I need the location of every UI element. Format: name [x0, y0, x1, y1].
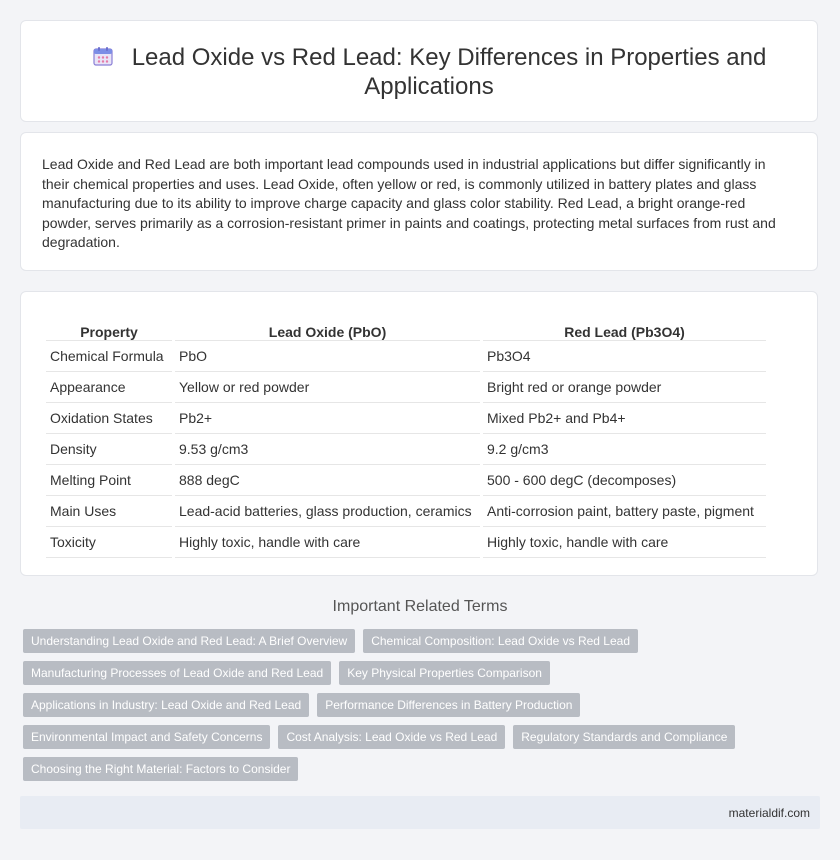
header-red-lead: Red Lead (Pb3O4) — [483, 316, 766, 341]
table-row — [46, 341, 766, 372]
cell-property: Density — [46, 434, 172, 465]
related-terms-title: Important Related Terms — [332, 598, 508, 615]
table-row — [46, 465, 766, 496]
cell-red-lead: 500 - 600 degC (decomposes) — [483, 465, 766, 496]
cell-red-lead: Mixed Pb2+ and Pb4+ — [483, 403, 766, 434]
table-row — [46, 372, 766, 403]
related-term-link[interactable]: Environmental Impact and Safety Concerns — [23, 725, 270, 749]
header-property: Property — [46, 316, 172, 341]
table-row — [46, 403, 766, 434]
related-term-link[interactable]: Regulatory Standards and Compliance — [513, 725, 735, 749]
cell-red-lead: Highly toxic, handle with care — [483, 527, 766, 558]
cell-lead-oxide: Yellow or red powder — [175, 372, 480, 403]
footer — [20, 796, 820, 829]
cell-property: Main Uses — [46, 496, 172, 527]
cell-property: Chemical Formula — [46, 341, 172, 372]
related-term-link[interactable]: Understanding Lead Oxide and Red Lead: A Brief Overview — [23, 629, 355, 653]
header-card — [20, 20, 818, 122]
cell-lead-oxide: 9.53 g/cm3 — [175, 434, 480, 465]
related-term-link[interactable]: Performance Differences in Battery Production — [317, 693, 580, 717]
cell-red-lead: Pb3O4 — [483, 341, 766, 372]
table-row — [46, 527, 766, 558]
header-lead-oxide: Lead Oxide (PbO) — [175, 316, 480, 341]
cell-property: Toxicity — [46, 527, 172, 558]
cell-lead-oxide: Highly toxic, handle with care — [175, 527, 480, 558]
related-term-link[interactable]: Applications in Industry: Lead Oxide and Red Lead — [23, 693, 309, 717]
cell-property: Melting Point — [46, 465, 172, 496]
tag-row — [23, 757, 783, 781]
intro-text: Lead Oxide and Red Lead are both important lead compounds used in industrial applications but differ significantly in their chemical properties and uses. Lead Oxide, often yellow or red, is commonly utilized in battery plates and glass manufacturing due to its ability to improve charge capacity and glass color stability. Red Lead, a bright orange-red powder, serves primarily as a corrosion-resistant primer in paints and coatings, protecting metal surfaces from rust and degradation. — [42, 156, 776, 250]
cell-property: Appearance — [46, 372, 172, 403]
tag-row — [23, 693, 783, 717]
related-term-link[interactable]: Chemical Composition: Lead Oxide vs Red Lead — [363, 629, 638, 653]
comparison-card — [20, 291, 818, 576]
cell-lead-oxide: PbO — [175, 341, 480, 372]
tag-row — [23, 629, 783, 653]
related-terms — [23, 629, 783, 789]
footer-site-name[interactable]: materialdif.com — [728, 806, 810, 820]
cell-lead-oxide: Pb2+ — [175, 403, 480, 434]
page-title — [81, 43, 777, 101]
cell-red-lead: 9.2 g/cm3 — [483, 434, 766, 465]
comparison-table — [43, 316, 769, 558]
table-header-row — [46, 316, 766, 341]
table-row — [46, 434, 766, 465]
cell-property: Oxidation States — [46, 403, 172, 434]
related-term-link[interactable]: Cost Analysis: Lead Oxide vs Red Lead — [278, 725, 505, 749]
tag-row — [23, 725, 783, 749]
tag-row — [23, 661, 783, 685]
intro-card — [20, 132, 818, 271]
cell-red-lead: Anti-corrosion paint, battery paste, pigment — [483, 496, 766, 527]
related-term-link[interactable]: Choosing the Right Material: Factors to Consider — [23, 757, 298, 781]
cell-lead-oxide: 888 degC — [175, 465, 480, 496]
cell-lead-oxide: Lead-acid batteries, glass production, ceramics — [175, 496, 480, 527]
calendar-icon — [92, 45, 114, 67]
related-term-link[interactable]: Manufacturing Processes of Lead Oxide and Red Lead — [23, 661, 331, 685]
related-term-link[interactable]: Key Physical Properties Comparison — [339, 661, 550, 685]
page-title-text: Lead Oxide vs Red Lead: Key Differences in Properties and Applications — [131, 44, 767, 100]
table-row — [46, 496, 766, 527]
cell-red-lead: Bright red or orange powder — [483, 372, 766, 403]
